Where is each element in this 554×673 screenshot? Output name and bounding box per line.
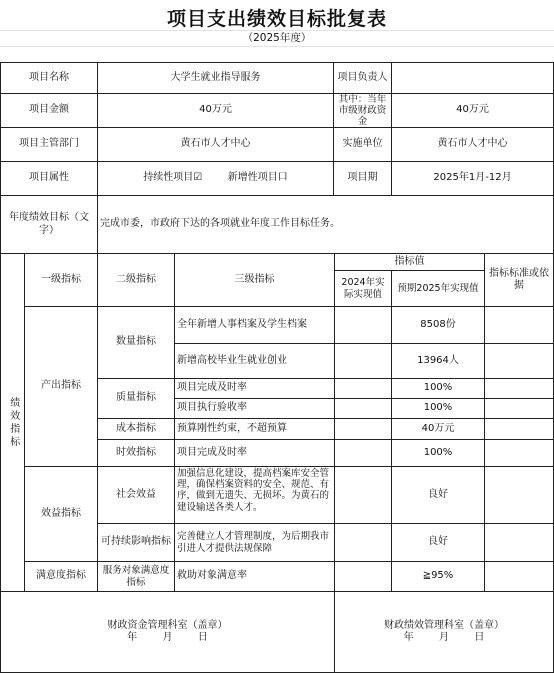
attr-label: 项目属性 [0,161,98,196]
impl-unit-value: 黄石市人才中心 [391,127,554,162]
project-amount-value: 40万元 [97,93,334,128]
fiscal-funds-value: 40万元 [391,93,554,128]
group-benefit: 效益指标 [24,466,98,562]
l3-cell: 预算刚性约束，不超预算 [174,418,335,440]
performance-side-text: 绩效指标 [7,396,19,449]
fiscal-funds-label: 其中：当年市级财政资金 [333,93,392,128]
l2-sustainable: 可持续影响指标 [97,523,175,562]
expected-2025-cell: 8508份 [391,306,485,344]
actual-2024-cell [334,418,392,440]
project-leader-label: 项目负责人 [333,62,392,94]
basis-cell [484,378,554,399]
signature-finance-funds [0,591,335,673]
expected-2025-cell: ≧95% [391,561,485,592]
dept-value: 黄石市人才中心 [97,127,334,162]
basis-cell [484,561,554,592]
expected-2025-cell: 良好 [391,523,485,562]
actual-2024-cell [334,466,392,524]
basis-cell [484,306,554,344]
basis-cell [484,466,554,524]
header-level2: 二级指标 [97,253,175,307]
actual-2024-cell [334,523,392,562]
expected-2025-cell: 100% [391,378,485,399]
signature-office-left: 财政资金管理科室（盖章） [107,619,228,631]
basis-cell [484,398,554,419]
header-level1: 一级指标 [24,253,98,307]
header-indicator-value: 指标值 [334,253,485,271]
period-value: 2025年1月-12月 [391,161,554,196]
l3-cell: 项目完成及时率 [174,439,335,467]
l3-cell: 新增高校毕业生就业创业 [174,343,335,379]
actual-2024-cell [334,561,392,592]
impl-unit-label: 实施单位 [333,127,392,162]
project-leader-value [391,62,554,94]
attr-value: 持续性项目☑ 新增性项目口 [97,161,334,196]
l2-service-satisfaction: 服务对象满意度指标 [97,561,175,592]
l2-quantity: 数量指标 [97,306,175,379]
signature-date-left: 年 月 日 [127,632,208,643]
expected-2025-cell: 13964人 [391,343,485,379]
l3-cell: 全年新增人事档案及学生档案 [174,306,335,344]
annual-goal-value: 完成市委，市政府下达的各项就业年度工作目标任务。 [97,195,554,254]
signature-finance-performance [334,591,554,673]
basis-cell [484,523,554,562]
signature-office-right: 财政绩效管理科室（盖章） [384,619,504,631]
expected-2025-cell: 良好 [391,466,485,524]
group-satisfaction: 满意度指标 [24,561,98,592]
annual-goal-label: 年度绩效目标（文字） [0,195,98,254]
dept-label: 项目主管部门 [0,127,98,162]
l3-cell: 项目完成及时率 [174,378,335,399]
page-title: 项目支出绩效目标批复表 [166,8,387,30]
header-basis: 指标标准或依据 [484,253,554,307]
project-name-label: 项目名称 [0,62,98,94]
l2-cost: 成本指标 [97,418,175,440]
l3-cell: 加强信息化建设，提高档案库安全管理，确保档案资料的安全、规范、有序，做到无遗失、无损坏。为黄石的建设输送各类人才。 [174,466,335,524]
expected-2025-cell: 100% [391,398,485,419]
l3-cell: 救助对象满意率 [174,561,335,592]
header-level3: 三级指标 [174,253,335,307]
group-output: 产出指标 [24,306,98,467]
l2-social: 社会效益 [97,466,175,524]
header-actual-2024: 2024年实际实现值 [334,270,392,307]
gridline [0,46,554,47]
l3-cell: 项目执行验收率 [174,398,335,419]
actual-2024-cell [334,439,392,467]
project-name-value: 大学生就业指导服务 [97,62,334,94]
basis-cell [484,418,554,440]
project-amount-label: 项目金额 [0,93,98,128]
expected-2025-cell: 100% [391,439,485,467]
actual-2024-cell [334,343,392,379]
signature-date-right: 年 月 日 [403,632,485,643]
period-label: 项目期 [333,161,392,196]
actual-2024-cell [334,378,392,399]
year-subtitle: （2025年度） [242,32,312,44]
basis-cell [484,439,554,467]
expected-2025-cell: 40万元 [391,418,485,440]
actual-2024-cell [334,398,392,419]
performance-side-label [0,253,25,592]
l2-quality: 质量指标 [97,378,175,419]
l3-cell: 完善健立人才管理制度，为后期我市引进人才提供法规保障 [174,523,335,562]
basis-cell [484,343,554,379]
actual-2024-cell [334,306,392,344]
header-expected-2025: 预期2025年实现值 [391,270,485,307]
l2-timeliness: 时效指标 [97,439,175,467]
